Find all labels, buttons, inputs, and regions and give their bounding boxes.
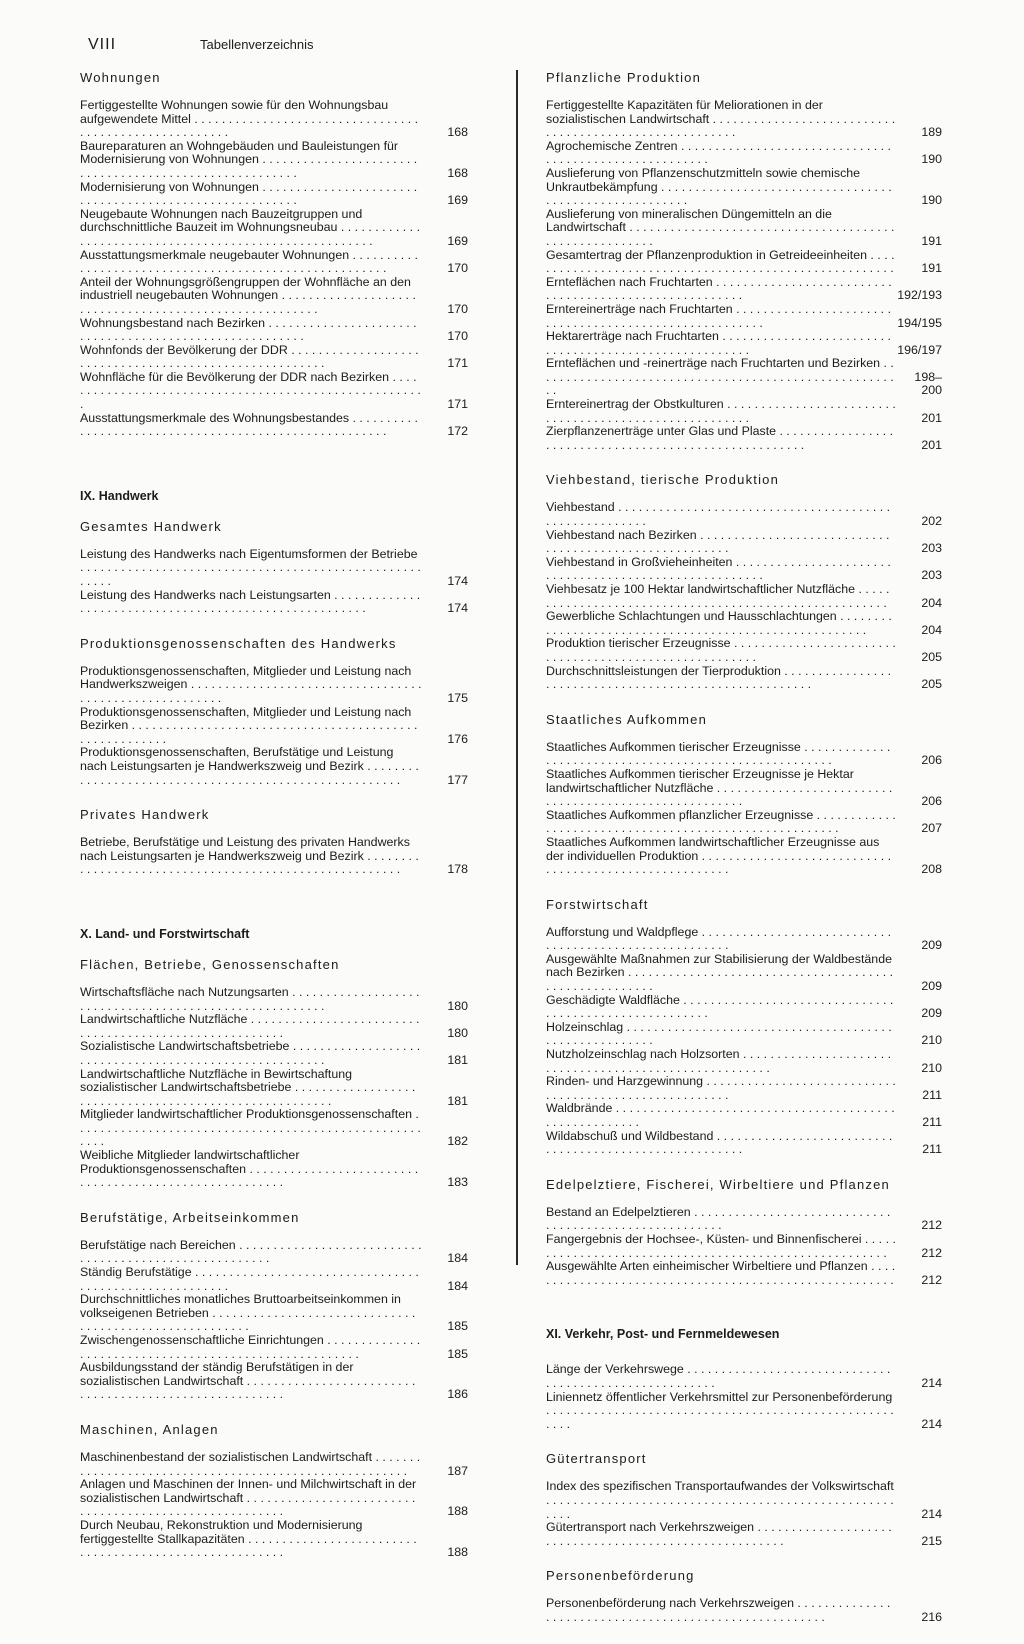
entry-title: Leistung des Handwerks nach Eigentumsformen der Betriebe . . . xyxy=(80,548,422,589)
entry-page: 170 xyxy=(447,301,468,316)
entry-title: Viehbestand nach Bezirken . . . xyxy=(546,529,896,556)
toc-entry xyxy=(546,1102,942,1129)
entry-page: 214 xyxy=(921,1416,942,1431)
toc-section xyxy=(546,712,942,877)
toc-entry xyxy=(546,1391,942,1432)
entry-page: 181 xyxy=(447,1093,468,1108)
toc-entry xyxy=(546,1480,942,1521)
entry-page: 206 xyxy=(921,794,942,809)
toc-entry xyxy=(546,249,942,276)
section-heading: Gesamtes Handwerk xyxy=(80,518,222,534)
entry-page: 178 xyxy=(447,862,468,877)
toc-entry xyxy=(80,344,468,371)
section-heading: Personenbeförderung xyxy=(546,1568,695,1584)
entry-page: 180 xyxy=(447,998,468,1013)
entry-page: 191 xyxy=(921,261,942,276)
entry-page: 210 xyxy=(921,1060,942,1075)
toc-section xyxy=(546,1177,942,1288)
entry-page: 202 xyxy=(921,514,942,529)
entry-title: Wirtschaftsfläche nach Nutzungsarten . . . xyxy=(80,986,422,1013)
entry-page: 190 xyxy=(921,152,942,167)
entry-page: 170 xyxy=(447,261,468,276)
entry-page: 201 xyxy=(921,437,942,452)
toc-section xyxy=(80,636,468,787)
entry-page: 198–200 xyxy=(914,369,942,398)
entry-title: Ernteflächen nach Fruchtarten . . . xyxy=(546,276,896,303)
section-heading: Forstwirtschaft xyxy=(546,896,649,912)
entry-page: 191 xyxy=(921,233,942,248)
entry-page: 203 xyxy=(921,541,942,556)
toc-section xyxy=(546,472,942,691)
entry-title: Personenbeförderung nach Verkehrszweigen . . . xyxy=(546,1597,896,1624)
entry-title: Liniennetz öffentlicher Verkehrsmittel zur Personenbeförderung . . . xyxy=(546,1391,896,1432)
toc-entry xyxy=(80,589,468,616)
entry-page: 183 xyxy=(447,1175,468,1190)
entry-title: Staatliches Aufkommen tierischer Erzeugnisse . . . xyxy=(546,741,896,768)
entry-title: Viehbestand in Großvieheinheiten . . . xyxy=(546,556,896,583)
entry-page: 182 xyxy=(447,1134,468,1149)
left-column xyxy=(80,60,468,1580)
section-heading: Privates Handwerk xyxy=(80,807,210,823)
toc-section xyxy=(546,897,942,1157)
toc-entry xyxy=(546,357,942,398)
entry-title: Agrochemische Zentren . . . xyxy=(546,140,896,167)
entry-title: Ausstattungsmerkmale des Wohnungsbestandes . . . xyxy=(80,412,422,439)
toc-entry xyxy=(80,1266,468,1293)
toc-entry xyxy=(80,1149,468,1190)
toc-entry xyxy=(80,1361,468,1402)
entry-title: Ständig Berufstätige . . . xyxy=(80,1266,422,1293)
toc-entry xyxy=(546,836,942,877)
toc-entry xyxy=(546,140,942,167)
entry-page: 184 xyxy=(447,1251,468,1266)
entry-title: Baureparaturen an Wohngebäuden und Bauleistungen für Modernisierung von Wohnungen . . . xyxy=(80,140,422,181)
entry-page: 212 xyxy=(921,1272,942,1287)
entry-title: Maschinenbestand der sozialistischen Landwirtschaft . . . xyxy=(80,1451,422,1478)
right-column xyxy=(546,60,942,1644)
entry-page: 169 xyxy=(447,233,468,248)
toc-entry xyxy=(546,1521,942,1548)
entry-title: Wildabschuß und Wildbestand . . . xyxy=(546,1130,896,1157)
entry-title: Index des spezifischen Transportaufwandes der Volkswirtschaft . . . xyxy=(546,1480,896,1521)
toc-entry xyxy=(80,1239,468,1266)
entry-title: Erntereinertrag der Obstkulturen . . . xyxy=(546,398,896,425)
toc-entry xyxy=(546,276,942,303)
toc-section xyxy=(546,1568,942,1624)
section-heading: Produktionsgenossenschaften des Handwerks xyxy=(80,635,397,651)
toc-entry xyxy=(80,371,468,412)
toc-entry xyxy=(546,556,942,583)
entry-title: Produktionsgenossenschaften, Berufstätige und Leistung nach Leistungsarten je Handwerkszweig und Bezirk . . . xyxy=(80,746,422,787)
toc-entry xyxy=(80,746,468,787)
toc-entry xyxy=(546,167,942,208)
entry-page: 188 xyxy=(447,1504,468,1519)
toc-entry xyxy=(546,768,942,809)
entry-page: 215 xyxy=(921,1533,942,1548)
section-heading: Staatliches Aufkommen xyxy=(546,711,708,727)
entry-page: 190 xyxy=(921,193,942,208)
section-heading: Maschinen, Anlagen xyxy=(80,1421,219,1437)
entry-title: Staatliches Aufkommen pflanzlicher Erzeugnisse . . . xyxy=(546,809,896,836)
entry-page: 170 xyxy=(447,329,468,344)
section-heading: Pflanzliche Produktion xyxy=(546,70,702,85)
toc-entry xyxy=(80,99,468,140)
entry-title: Anteil der Wohnungsgrößengruppen der Wohnfläche an den industriell neugebauten Wohnungen . . . xyxy=(80,276,422,317)
entry-page: 168 xyxy=(447,125,468,140)
entry-page: 214 xyxy=(921,1375,942,1390)
entry-title: Mitglieder landwirtschaftlicher Produktionsgenossenschaften . . . xyxy=(80,1108,422,1149)
entry-page: 204 xyxy=(921,622,942,637)
entry-page: 209 xyxy=(921,979,942,994)
toc-entry xyxy=(80,1108,468,1149)
entry-page: 208 xyxy=(921,862,942,877)
entry-page: 177 xyxy=(447,772,468,787)
entry-title: Landwirtschaftliche Nutzfläche . . . xyxy=(80,1013,422,1040)
toc-entry xyxy=(80,1519,468,1560)
section-heading: Viehbestand, tierische Produktion xyxy=(546,472,780,488)
toc-section xyxy=(80,807,468,877)
column-divider xyxy=(516,70,518,1265)
entry-title: Ausstattungsmerkmale neugebauter Wohnungen . . . xyxy=(80,249,422,276)
entry-page: 216 xyxy=(921,1609,942,1624)
toc-entry xyxy=(546,1075,942,1102)
toc-entry xyxy=(80,276,468,317)
entry-page: 211 xyxy=(922,1142,942,1157)
toc-entry xyxy=(80,665,468,706)
toc-entry xyxy=(80,1013,468,1040)
entry-page: 214 xyxy=(921,1506,942,1521)
toc-entry xyxy=(546,583,942,610)
toc-entry xyxy=(546,741,942,768)
toc-section xyxy=(546,1451,942,1548)
section-heading: Gütertransport xyxy=(546,1451,647,1467)
entry-title: Ausgewählte Maßnahmen zur Stabilisierung der Waldbestände nach Bezirken . . . xyxy=(546,953,896,994)
entry-page: 181 xyxy=(447,1052,468,1067)
entry-title: Gütertransport nach Verkehrszweigen . . . xyxy=(546,1521,896,1548)
entry-page: 172 xyxy=(447,424,468,439)
toc-entry xyxy=(546,637,942,664)
entry-title: Berufstätige nach Bereichen . . . xyxy=(80,1239,422,1266)
entry-title: Staatliches Aufkommen landwirtschaftlicher Erzeugnisse aus der individuellen Produktion . . . xyxy=(546,836,896,877)
toc-entry xyxy=(80,1334,468,1361)
entry-page: 207 xyxy=(921,821,942,836)
entry-page: 201 xyxy=(921,410,942,425)
entry-title: Holzeinschlag . . . xyxy=(546,1021,896,1048)
entry-title: Auslieferung von Pflanzenschutzmitteln sowie chemische Unkrautbekämpfung . . . xyxy=(546,167,896,208)
entry-title: Produktion tierischer Erzeugnisse . . . xyxy=(546,637,896,664)
toc-entry xyxy=(80,986,468,1013)
entry-title: Geschädigte Waldfläche . . . xyxy=(546,994,896,1021)
entry-page: 212 xyxy=(921,1218,942,1233)
entry-title: Staatliches Aufkommen tierischer Erzeugnisse je Hektar landwirtschaftlicher Nutzfläche . . . xyxy=(546,768,896,809)
entry-title: Waldbrände . . . xyxy=(546,1102,896,1129)
page-number: VIII xyxy=(88,36,117,53)
entry-page: 192/193 xyxy=(897,288,942,303)
entry-title: Durchschnittliches monatliches Bruttoarbeitseinkommen in volkseigenen Betrieben . . . xyxy=(80,1293,422,1334)
entry-title: Aufforstung und Waldpflege . . . xyxy=(546,926,896,953)
section-heading: Berufstätige, Arbeitseinkommen xyxy=(80,1209,300,1225)
toc-entry xyxy=(80,412,468,439)
entry-page: 212 xyxy=(921,1245,942,1260)
toc-entry xyxy=(546,994,942,1021)
entry-page: 205 xyxy=(921,677,942,692)
toc-entry xyxy=(546,1021,942,1048)
toc-entry xyxy=(80,208,468,249)
toc-section xyxy=(80,1210,468,1402)
entry-page: 209 xyxy=(921,1006,942,1021)
entry-title: Länge der Verkehrswege . . . xyxy=(546,1363,896,1390)
toc-entry xyxy=(546,208,942,249)
entry-page: 203 xyxy=(921,568,942,583)
entry-title: Fertiggestellte Wohnungen sowie für den Wohnungsbau aufgewendete Mittel . . . xyxy=(80,99,422,140)
toc-entry xyxy=(546,809,942,836)
toc-entry xyxy=(80,1478,468,1519)
toc-entry xyxy=(80,548,468,589)
entry-page: 187 xyxy=(447,1463,468,1478)
toc-entry xyxy=(80,317,468,344)
entry-title: Erntereinerträge nach Fruchtarten . . . xyxy=(546,303,896,330)
entry-title: Gewerbliche Schlachtungen und Hausschlachtungen . . . xyxy=(546,610,896,637)
entry-title: Wohnungsbestand nach Bezirken . . . xyxy=(80,317,422,344)
entry-title: Wohnfonds der Bevölkerung der DDR . . . xyxy=(80,344,422,371)
toc-section xyxy=(80,957,468,1190)
entry-title: Nutzholzeinschlag nach Holzsorten . . . xyxy=(546,1048,896,1075)
entry-title: Durch Neubau, Rekonstruktion und Modernisierung fertiggestellte Stallkapazitäten . . . xyxy=(80,1519,422,1560)
entry-title: Fangergebnis der Hochsee-, Küsten- und Binnenfischerei . . . xyxy=(546,1233,896,1260)
section-heading: Wohnungen xyxy=(80,70,161,85)
toc-entry xyxy=(546,926,942,953)
toc-entry xyxy=(546,99,942,140)
entry-page: 171 xyxy=(447,397,468,412)
entry-title: Sozialistische Landwirtschaftsbetriebe . . . xyxy=(80,1040,422,1067)
entry-title: Gesamtertrag der Pflanzenproduktion in Getreideeinheiten . . . xyxy=(546,249,896,276)
entry-page: 185 xyxy=(447,1346,468,1361)
entry-page: 168 xyxy=(447,165,468,180)
toc-section xyxy=(546,1357,942,1431)
entry-page: 174 xyxy=(447,601,468,616)
toc-entry xyxy=(546,1130,942,1157)
toc-entry xyxy=(80,1068,468,1109)
chapter-heading: XI. Verkehr, Post- und Fernmeldewesen xyxy=(546,1327,780,1342)
entry-page: 206 xyxy=(921,753,942,768)
entry-page: 209 xyxy=(921,938,942,953)
entry-page: 188 xyxy=(447,1545,468,1560)
entry-page: 175 xyxy=(447,691,468,705)
toc-entry xyxy=(546,330,942,357)
entry-title: Landwirtschaftliche Nutzfläche in Bewirtschaftung sozialistischer Landwirtschaftsbetriebe . . . xyxy=(80,1068,422,1109)
entry-title: Fertiggestellte Kapazitäten für Meliorationen in der sozialistischen Landwirtschaft . . . xyxy=(546,99,896,140)
entry-title: Wohnfläche für die Bevölkerung der DDR nach Bezirken . . . xyxy=(80,371,422,412)
entry-title: Viehbesatz je 100 Hektar landwirtschaftlicher Nutzfläche . . . xyxy=(546,583,896,610)
toc-entry xyxy=(546,1048,942,1075)
toc-entry xyxy=(546,1233,942,1260)
toc-entry xyxy=(80,140,468,181)
entry-title: Hektarerträge nach Fruchtarten . . . xyxy=(546,330,896,357)
entry-page: 171 xyxy=(447,356,468,371)
toc-entry xyxy=(80,1293,468,1334)
toc-entry xyxy=(546,501,942,528)
toc-entry xyxy=(546,1363,942,1390)
entry-title: Produktionsgenossenschaften, Mitglieder und Leistung nach Bezirken . . . xyxy=(80,706,422,747)
entry-page: 210 xyxy=(921,1033,942,1048)
entry-title: Ernteflächen und -reinerträge nach Fruchtarten und Bezirken . . . xyxy=(546,357,896,398)
toc-entry xyxy=(80,706,468,747)
toc-entry xyxy=(80,836,468,877)
entry-title: Zwischengenossenschaftliche Einrichtungen . . . xyxy=(80,1334,422,1361)
entry-title: Bestand an Edelpelztieren . . . xyxy=(546,1206,896,1233)
entry-title: Weibliche Mitglieder landwirtschaftlicher Produktionsgenossenschaften . . . xyxy=(80,1149,422,1190)
entry-title: Zierpflanzenerträge unter Glas und Plaste . . . xyxy=(546,425,896,452)
entry-page: 186 xyxy=(447,1387,468,1402)
entry-page: 205 xyxy=(921,649,942,664)
entry-page: 169 xyxy=(447,193,468,208)
entry-page: 211 xyxy=(922,1087,942,1102)
entry-title: Anlagen und Maschinen der Innen- und Milchwirtschaft in der sozialistischen Landwirtschaft . . . xyxy=(80,1478,422,1519)
entry-page: 211 xyxy=(922,1115,942,1129)
toc-entry xyxy=(546,610,942,637)
toc-entry xyxy=(546,398,942,425)
entry-page: 174 xyxy=(447,574,468,589)
chapter-heading: X. Land- und Forstwirtschaft xyxy=(80,926,250,941)
page-title: Tabellenverzeichnis xyxy=(200,37,314,52)
entry-page: 194/195 xyxy=(897,315,942,330)
entry-title: Leistung des Handwerks nach Leistungsarten . . . xyxy=(80,589,422,616)
toc-entry xyxy=(546,303,942,330)
toc-entry xyxy=(546,529,942,556)
toc-entry xyxy=(546,1597,942,1624)
toc-entry xyxy=(546,665,942,692)
toc-entry xyxy=(546,953,942,994)
toc-entry xyxy=(546,425,942,452)
section-heading: Edelpelztiere, Fischerei, Wirbeltiere und Pflanzen xyxy=(546,1176,890,1192)
entry-title: Rinden- und Harzgewinnung . . . xyxy=(546,1075,896,1102)
toc-section xyxy=(80,519,468,616)
entry-title: Auslieferung von mineralischen Düngemitteln an die Landwirtschaft . . . xyxy=(546,208,896,249)
entry-page: 185 xyxy=(447,1319,468,1334)
toc-entry xyxy=(546,1260,942,1287)
entry-title: Betriebe, Berufstätige und Leistung des privaten Handwerks nach Leistungsarten je Handwerkszweig und Bezirk . . . xyxy=(80,836,422,877)
toc-section xyxy=(80,1422,468,1560)
toc-section xyxy=(80,70,468,439)
toc-entry xyxy=(80,1451,468,1478)
toc-entry xyxy=(80,1040,468,1067)
entry-title: Modernisierung von Wohnungen . . . xyxy=(80,181,422,208)
entry-page: 204 xyxy=(921,595,942,610)
entry-page: 189 xyxy=(921,125,942,140)
section-heading: Flächen, Betriebe, Genossenschaften xyxy=(80,956,340,972)
entry-page: 196/197 xyxy=(897,342,942,357)
entry-page: 184 xyxy=(447,1278,468,1293)
entry-page: 180 xyxy=(447,1025,468,1040)
toc-entry xyxy=(80,181,468,208)
entry-title: Ausgewählte Arten einheimischer Wirbeltiere und Pflanzen . . . xyxy=(546,1260,896,1287)
entry-title: Viehbestand . . . xyxy=(546,501,896,528)
entry-title: Durchschnittsleistungen der Tierproduktion . . . xyxy=(546,665,896,692)
entry-page: 176 xyxy=(447,731,468,746)
toc-entry xyxy=(546,1206,942,1233)
chapter-heading: IX. Handwerk xyxy=(80,488,159,503)
toc-section xyxy=(546,70,942,452)
toc-entry xyxy=(80,249,468,276)
entry-title: Neugebaute Wohnungen nach Bauzeitgruppen und durchschnittliche Bauzeit im Wohnungsneubau . . . xyxy=(80,208,422,249)
entry-title: Produktionsgenossenschaften, Mitglieder und Leistung nach Handwerkszweigen . . . xyxy=(80,665,422,706)
entry-title: Ausbildungsstand der ständig Berufstätigen in der sozialistischen Landwirtschaft . . . xyxy=(80,1361,422,1402)
